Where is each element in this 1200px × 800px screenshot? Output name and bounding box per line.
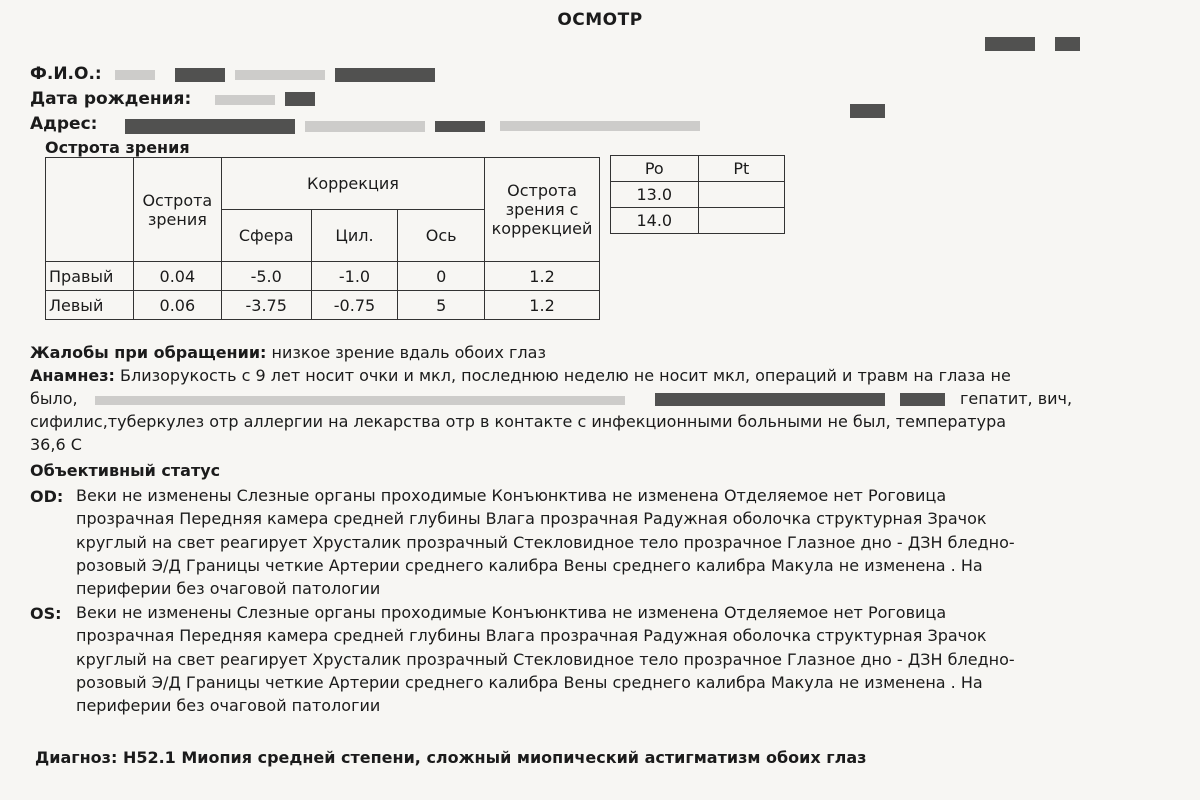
os-line: прозрачная Передняя камера средней глубины Влага прозрачная Радужная оболочка структурная Зрачок — [76, 626, 987, 646]
eye-cell: Левый — [46, 291, 134, 320]
redaction-block — [115, 70, 155, 80]
iop-table — [610, 155, 785, 234]
po-header: Po — [611, 156, 699, 182]
od-paragraph — [76, 484, 1116, 600]
address-label: Адрес: — [30, 114, 98, 134]
dob-label: Дата рождения: — [30, 89, 192, 109]
acuity-header: Острота зрения — [133, 158, 221, 262]
redaction-block — [285, 92, 315, 106]
os-line: розовый Э/Д Границы четкие Артерии среднего калибра Вены среднего калибра Макула не изменена . На — [76, 672, 983, 692]
os-label: OS: — [30, 604, 62, 623]
redaction-block — [95, 396, 625, 405]
redaction-block — [850, 104, 885, 118]
redaction-block — [305, 121, 425, 132]
corrected-cell: 1.2 — [485, 291, 600, 320]
acuity-cell: 0.04 — [133, 262, 221, 291]
sphere-header: Сфера — [221, 210, 311, 262]
diagnosis-line — [35, 748, 866, 767]
axis-cell: 5 — [398, 291, 485, 320]
redaction-block — [435, 121, 485, 132]
redaction-block — [125, 119, 295, 134]
sphere-cell: -5.0 — [221, 262, 311, 291]
objective-status-heading: Объективный статус — [30, 461, 221, 480]
pt-cell — [698, 182, 784, 208]
sphere-cell: -3.75 — [221, 291, 311, 320]
pt-header: Pt — [698, 156, 784, 182]
od-line: периферии без очаговой патологии — [76, 579, 381, 599]
od-line: розовый Э/Д Границы четкие Артерии среднего калибра Вены среднего калибра Макула не изменена . На — [76, 555, 983, 575]
visual-acuity-table — [45, 157, 600, 320]
os-paragraph — [76, 601, 1116, 717]
os-line: периферии без очаговой патологии — [76, 696, 381, 716]
anamnesis-line-1 — [30, 366, 1011, 385]
redaction-block — [900, 393, 945, 406]
redaction-block — [985, 37, 1035, 51]
axis-cell: 0 — [398, 262, 485, 291]
table-row — [46, 291, 600, 320]
po-cell: 13.0 — [611, 182, 699, 208]
redaction-block — [235, 70, 325, 80]
od-line: Веки не изменены Слезные органы проходимые Конъюнктива не изменена Отделяемое нет Роговица — [76, 486, 947, 505]
complaints-line — [30, 343, 546, 362]
od-line: круглый на свет реагирует Хрусталик прозрачный Стекловидное тело прозрачное Глазное дно - ДЗН бледно- — [76, 532, 1015, 552]
anamnesis-line-4: 36,6 С — [30, 435, 82, 454]
cyl-header: Цил. — [311, 210, 398, 262]
anamnesis-text-1: Близорукость с 9 лет носит очки и мкл, последнюю неделю не носит мкл, операций и травм на глаза не — [120, 366, 1011, 385]
anamnesis-line-2-start: было, — [30, 389, 78, 408]
diagnosis-text: Н52.1 Миопия средней степени, сложный миопический астигматизм обоих глаз — [122, 748, 867, 767]
document-title: ОСМОТР — [557, 10, 643, 30]
eye-cell: Правый — [46, 262, 134, 291]
table-row — [611, 208, 785, 234]
anamnesis-line-2-end: гепатит, вич, — [960, 389, 1073, 408]
anamnesis-label: Анамнез: — [30, 366, 115, 385]
correction-header: Коррекция — [221, 158, 484, 210]
diagnosis-label: Диагноз: — [35, 748, 118, 767]
visual-acuity-heading: Острота зрения — [45, 138, 190, 157]
cyl-cell: -0.75 — [311, 291, 398, 320]
os-line: круглый на свет реагирует Хрусталик прозрачный Стекловидное тело прозрачное Глазное дно - ДЗН бледно- — [76, 649, 1015, 669]
complaints-label: Жалобы при обращении: — [30, 343, 267, 362]
axis-header: Ось — [398, 210, 485, 262]
od-label: OD: — [30, 487, 64, 506]
redaction-block — [335, 68, 435, 82]
redaction-block — [1055, 37, 1080, 51]
table-row — [46, 262, 600, 291]
fio-label: Ф.И.О.: — [30, 64, 102, 84]
corrected-cell: 1.2 — [485, 262, 600, 291]
od-line: прозрачная Передняя камера средней глубины Влага прозрачная Радужная оболочка структурная Зрачок — [76, 509, 987, 529]
redaction-block — [655, 393, 885, 406]
cyl-cell: -1.0 — [311, 262, 398, 291]
pt-cell — [698, 208, 784, 234]
anamnesis-line-3: сифилис,туберкулез отр аллергии на лекарства отр в контакте с инфекционными больными не был, температура — [30, 412, 1007, 431]
po-cell: 14.0 — [611, 208, 699, 234]
empty-header-cell — [46, 158, 134, 262]
redaction-block — [175, 68, 225, 82]
complaints-text: низкое зрение вдаль обоих глаз — [271, 343, 546, 362]
redaction-block — [215, 95, 275, 105]
corrected-acuity-header: Острота зрения с коррекцией — [485, 158, 600, 262]
redaction-block — [500, 121, 700, 131]
os-line: Веки не изменены Слезные органы проходимые Конъюнктива не изменена Отделяемое нет Роговица — [76, 603, 947, 622]
table-row — [611, 182, 785, 208]
acuity-cell: 0.06 — [133, 291, 221, 320]
